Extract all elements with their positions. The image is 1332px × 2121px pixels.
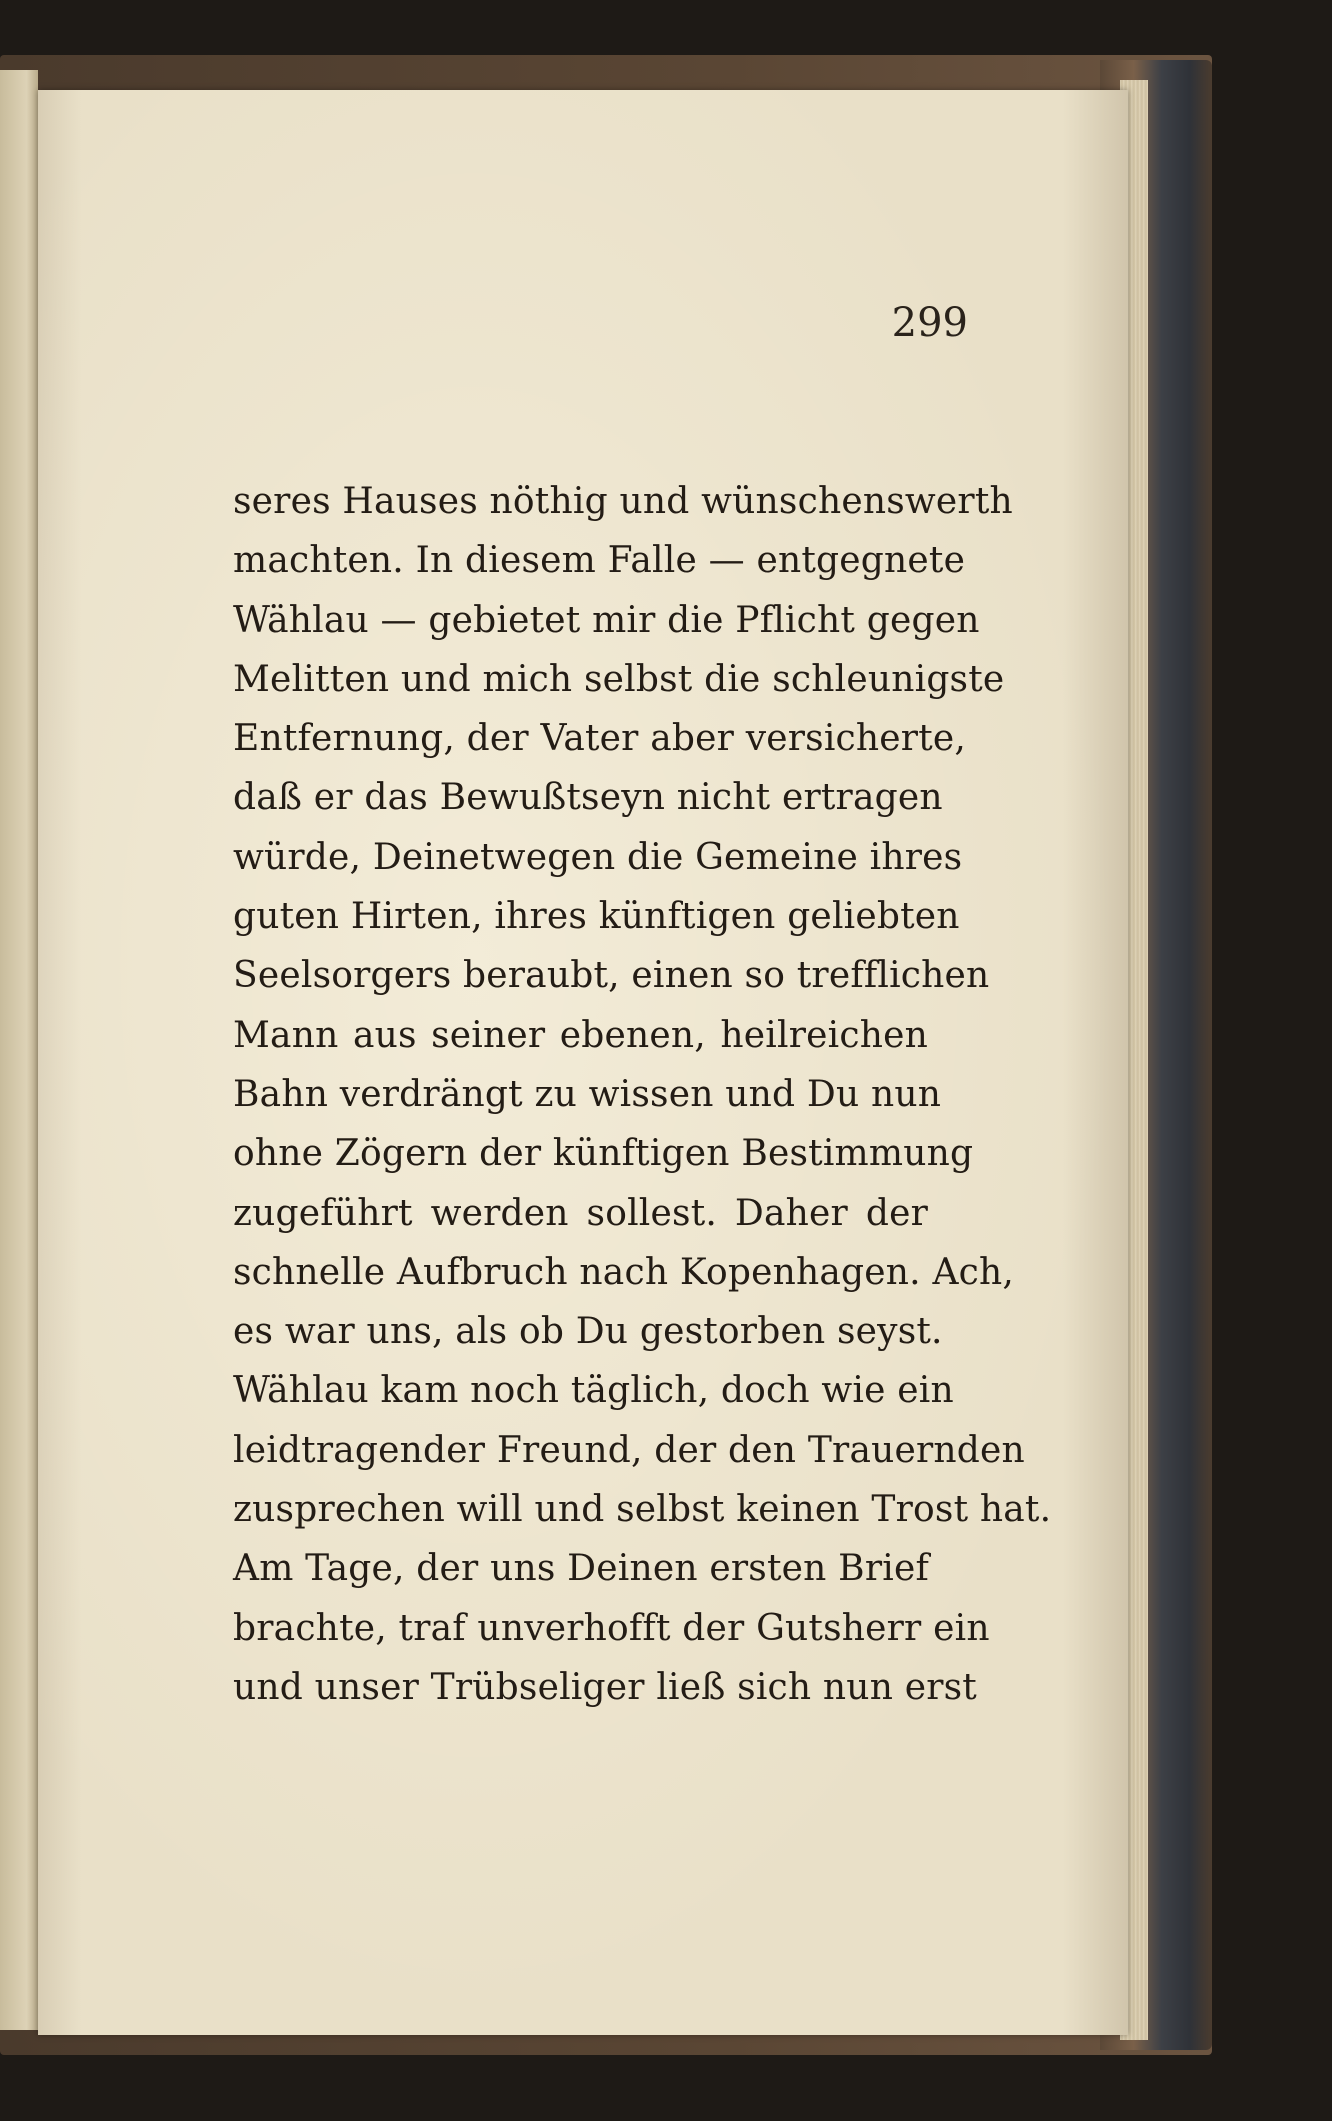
left-page-edge — [0, 70, 38, 2030]
text-line: leidtragender Freund, der den Trauernden — [233, 1429, 1025, 1471]
text-line: zusprechen will und selbst keinen Trost hat. — [233, 1489, 1052, 1531]
text-line: Wählau — gebietet mir die Pflicht gegen — [233, 599, 980, 641]
body-text — [233, 472, 1052, 1717]
text-line: Melitten und mich selbst die schleunigste — [233, 658, 1005, 700]
text-line: und unser Trübseliger ließ sich nun erst — [233, 1666, 977, 1708]
text-line: Mann aus seiner ebenen, heilreichen — [233, 1014, 928, 1056]
text-line: machten. In diesem Falle — entgegnete — [233, 540, 966, 582]
text-line: Seelsorgers beraubt, einen so trefflichen — [233, 955, 990, 997]
text-line: guten Hirten, ihres künftigen geliebten — [233, 896, 960, 938]
text-line: daß er das Bewußtseyn nicht ertragen — [233, 777, 943, 819]
page-number: 299 — [891, 300, 968, 346]
text-line: zugeführt werden sollest. Daher der — [233, 1192, 928, 1234]
text-line: Bahn verdrängt zu wissen und Du nun — [233, 1073, 942, 1115]
text-line: brachte, traf unverhofft der Gutsherr ein — [233, 1607, 990, 1649]
text-line: Wählau kam noch täglich, doch wie ein — [233, 1370, 954, 1412]
text-line: Am Tage, der uns Deinen ersten Brief — [233, 1548, 929, 1590]
text-line: ohne Zögern der künftigen Bestimmung — [233, 1133, 974, 1175]
text-line: Entfernung, der Vater aber versicherte, — [233, 718, 967, 760]
text-line: seres Hauses nöthig und wünschenswerth — [233, 481, 1013, 522]
book-page — [38, 90, 1128, 2035]
text-line: es war uns, als ob Du gestorben seyst. — [233, 1311, 943, 1353]
text-line: würde, Deinetwegen die Gemeine ihres — [233, 836, 963, 878]
text-line: schnelle Aufbruch nach Kopenhagen. Ach, — [233, 1251, 1015, 1293]
